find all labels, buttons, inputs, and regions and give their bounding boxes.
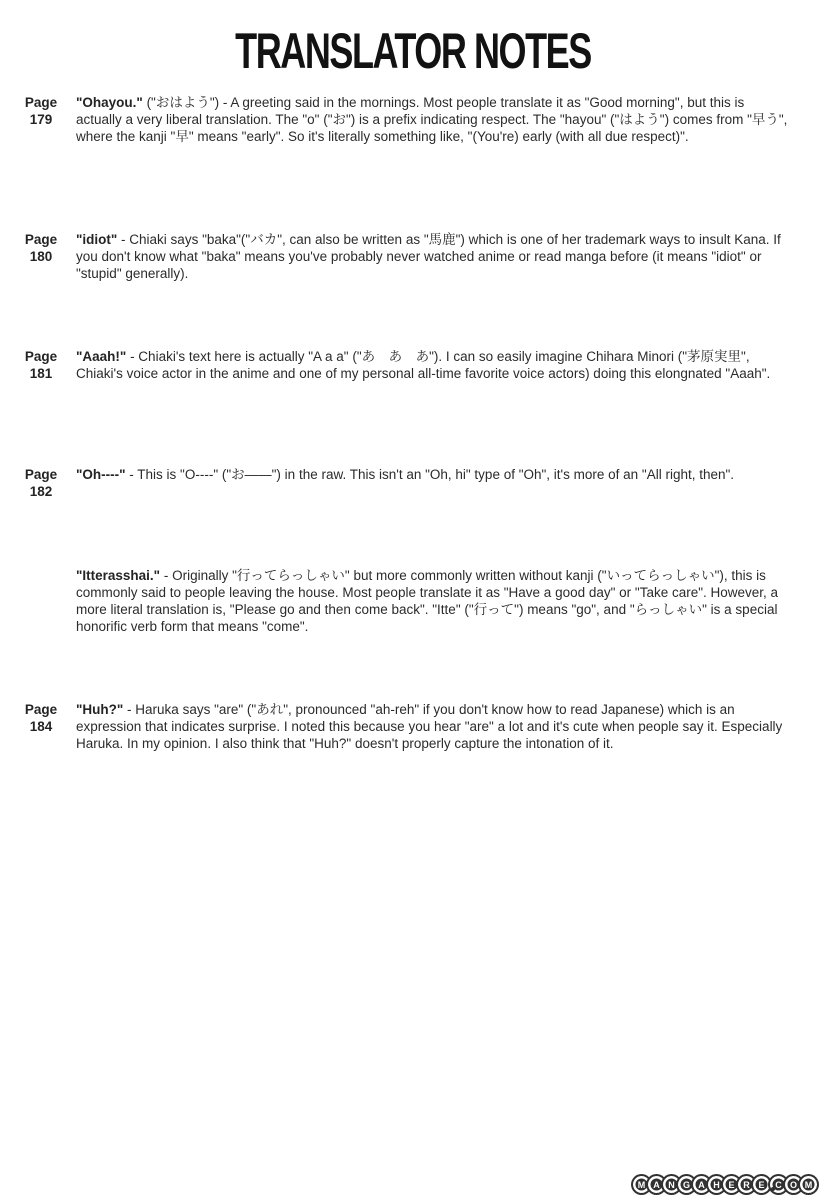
note-body: - Chiaki says "baka"("バカ", can also be written as "馬鹿") which is one of her trademark ways to insult Kana. If you don't know what "baka" means you've probably never watched anime or read manga before (it means "idiot" or "stupid" generally).: [76, 232, 781, 281]
page-label: [14, 348, 68, 382]
watermark-letter-badge: M: [798, 1174, 819, 1195]
page-label-word: Page: [24, 467, 58, 482]
page-label-number: 180: [29, 249, 53, 264]
note-text: [76, 466, 789, 483]
watermark-letter-badge: A: [646, 1174, 667, 1195]
note-row: [14, 348, 789, 382]
page-label-number: 182: [29, 484, 53, 499]
note-body: - Chiaki's text here is actually "A a a" ("あ あ あ"). I can so easily imagine Chihara Minori ("茅原実里", Chiaki's voice actor in the anime and one of my personal all-time favorite voice actors) doing this elongnated "Aaah".: [76, 349, 771, 381]
page-label: [14, 466, 68, 500]
watermark-letter-badge: N: [661, 1174, 682, 1195]
note-term: "Ohayou.": [76, 95, 143, 110]
page-label: [14, 701, 68, 735]
page-label-word: Page: [24, 232, 58, 247]
page-label-word: Page: [24, 95, 58, 110]
note-row: [14, 94, 789, 145]
page-label-word: Page: [24, 702, 58, 717]
watermark-letter-badge: R: [736, 1174, 757, 1195]
note-row: [14, 701, 789, 752]
note-text: [76, 567, 789, 635]
watermark-letter-badge: O: [783, 1174, 804, 1195]
note-row: [14, 466, 789, 500]
page-title-text: TRANSLATOR NOTES: [234, 23, 591, 79]
watermark-letter-badge: M: [631, 1174, 652, 1195]
note-text: [76, 94, 789, 145]
note-term: "Oh----": [76, 467, 126, 482]
watermark-letter-badge: E: [721, 1174, 742, 1195]
watermark-letter-badge: A: [691, 1174, 712, 1195]
page-label: [14, 94, 68, 128]
page-label-number: 179: [29, 112, 53, 127]
note-row: [14, 231, 789, 282]
note-term: "Huh?": [76, 702, 124, 717]
note-term: "Aaah!": [76, 349, 127, 364]
page-title: [0, 23, 825, 79]
note-body: - Haruka says "are" ("あれ", pronounced "ah-reh" if you don't know how to read Japanese) which is an expression that indicates surprise. I noted this because you hear "are" a lot and it's cute when people say it. Especially Haruka. In my opinion. I also think that "Huh?" doesn't properly capture the intonation of it.: [76, 702, 783, 751]
page-label: [14, 231, 68, 265]
note-text: [76, 231, 789, 282]
note-body: - This is "O----" ("お――") in the raw. This isn't an "Oh, hi" type of "Oh", it's more of an "All right, then".: [125, 467, 735, 482]
page-label-number: 184: [29, 719, 53, 734]
note-body: ("おはよう") - A greeting said in the mornings. Most people translate it as "Good morning", but this is actually a very liberal translation. The "o" ("お") is a prefix indicating respect. The "hayou" ("はよう") comes from "早う", where the kanji "早" means "early". So it's literally something like, "(You're) early (with all due respect)".: [76, 95, 788, 144]
note-term: "Itterasshai.": [76, 568, 161, 583]
watermark-letter-badge: H: [706, 1174, 727, 1195]
note-body: - Originally "行ってらっしゃい" but more commonly written without kanji ("いってらっしゃい"), this is commonly said to people leaving the house. Most people translate it as "Have a good day" or "Take care". However, a more literal translation is, "Please go and then come back". "Itte" ("行って") means "go", and "らっしゃい" is a special honorific verb form that means "come".: [76, 568, 779, 634]
watermark-letter-badge: G: [676, 1174, 697, 1195]
note-term: "idiot": [76, 232, 118, 247]
watermark-letter-badge: E: [751, 1174, 772, 1195]
note-text: [76, 348, 789, 382]
note-row: [14, 567, 789, 635]
mangahere-watermark: [631, 1174, 819, 1195]
page-label-word: Page: [24, 349, 58, 364]
note-text: [76, 701, 789, 752]
watermark-dot: [771, 1187, 775, 1191]
page-label-number: 181: [29, 366, 53, 381]
watermark-letter-badge: C: [768, 1174, 789, 1195]
